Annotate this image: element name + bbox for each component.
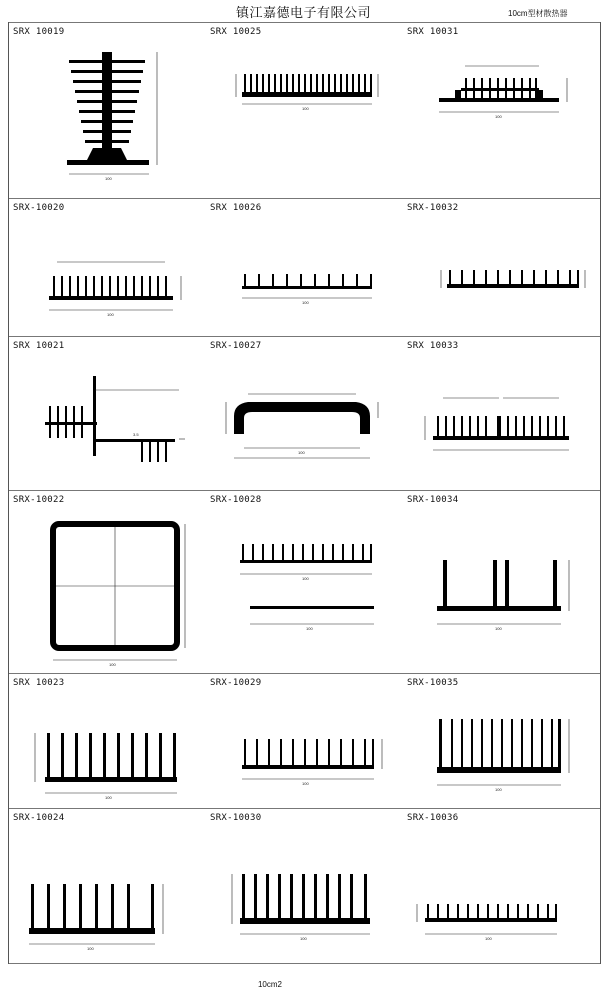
- company-title: 镇江嘉德电子有限公司: [235, 6, 371, 21]
- profile-card: [9, 336, 206, 490]
- profile-drawing: [403, 808, 600, 963]
- row-divider: [9, 963, 600, 964]
- svg-text:100: 100: [485, 936, 492, 941]
- profile-card: [403, 490, 600, 673]
- profile-drawing: [403, 22, 600, 198]
- profile-card: [9, 490, 206, 673]
- svg-text:100: 100: [298, 450, 305, 455]
- profile-code: SRX-10024: [13, 813, 65, 823]
- svg-text:100: 100: [302, 300, 309, 305]
- profile-card: [403, 198, 600, 336]
- profile-card: [9, 198, 206, 336]
- page-footer: 10cm2: [257, 980, 282, 989]
- profile-drawing: [403, 336, 600, 490]
- profile-card: [206, 673, 403, 808]
- profile-code: SRX-10030: [210, 813, 262, 823]
- profile-drawing: [206, 808, 403, 963]
- profile-code: SRX 10021: [13, 341, 65, 351]
- profile-drawing: [9, 490, 206, 673]
- profile-drawing: [206, 22, 403, 198]
- profile-code: SRX-10022: [13, 495, 65, 505]
- profile-grid: [8, 22, 601, 964]
- profile-card: [206, 22, 403, 198]
- profile-card: [403, 673, 600, 808]
- svg-text:3.5: 3.5: [133, 432, 139, 437]
- profile-card: [403, 22, 600, 198]
- svg-text:100: 100: [302, 106, 309, 111]
- profile-drawing: [403, 673, 600, 808]
- profile-code: SRX-10028: [210, 495, 262, 505]
- profile-drawing: [206, 336, 403, 490]
- svg-text:100: 100: [495, 626, 502, 631]
- profile-drawing: [9, 198, 206, 336]
- svg-text:100: 100: [306, 626, 313, 631]
- svg-text:100: 100: [107, 312, 114, 317]
- profile-drawing: [403, 490, 600, 673]
- profile-code: SRX 10033: [407, 341, 459, 351]
- profile-code: SRX-10032: [407, 203, 459, 213]
- profile-code: SRX-10034: [407, 495, 459, 505]
- profile-card: [9, 673, 206, 808]
- profile-card: [206, 808, 403, 963]
- svg-text:100: 100: [105, 795, 112, 800]
- profile-code: SRX 10019: [13, 27, 65, 37]
- profile-card: [403, 808, 600, 963]
- profile-card: [206, 336, 403, 490]
- profile-card: [206, 490, 403, 673]
- profile-drawing: [9, 808, 206, 963]
- profile-card: [403, 336, 600, 490]
- profile-card: [206, 198, 403, 336]
- svg-text:100: 100: [302, 781, 309, 786]
- profile-code: SRX-10027: [210, 341, 262, 351]
- profile-code: SRX-10035: [407, 678, 459, 688]
- profile-code: SRX-10029: [210, 678, 262, 688]
- profile-drawing: [9, 673, 206, 808]
- profile-card: [9, 22, 206, 198]
- profile-code: SRX 10025: [210, 27, 262, 37]
- profile-drawing: [403, 198, 600, 336]
- svg-text:100: 100: [300, 936, 307, 941]
- svg-text:100: 100: [105, 176, 112, 181]
- profile-drawing: [206, 490, 403, 673]
- svg-text:100: 100: [109, 662, 116, 667]
- profile-code: SRX 10023: [13, 678, 65, 688]
- profile-drawing: [9, 22, 206, 198]
- profile-drawing: [206, 673, 403, 808]
- catalog-note: 10cm型材散热器: [508, 9, 568, 18]
- profile-drawing: [9, 336, 206, 490]
- svg-text:100: 100: [87, 946, 94, 951]
- profile-code: SRX-10036: [407, 813, 459, 823]
- svg-text:100: 100: [495, 787, 502, 792]
- svg-text:100: 100: [495, 114, 502, 119]
- svg-text:100: 100: [302, 576, 309, 581]
- profile-code: SRX-10020: [13, 203, 65, 213]
- profile-code: SRX 10031: [407, 27, 459, 37]
- profile-card: [9, 808, 206, 963]
- profile-code: SRX 10026: [210, 203, 262, 213]
- profile-drawing: [206, 198, 403, 336]
